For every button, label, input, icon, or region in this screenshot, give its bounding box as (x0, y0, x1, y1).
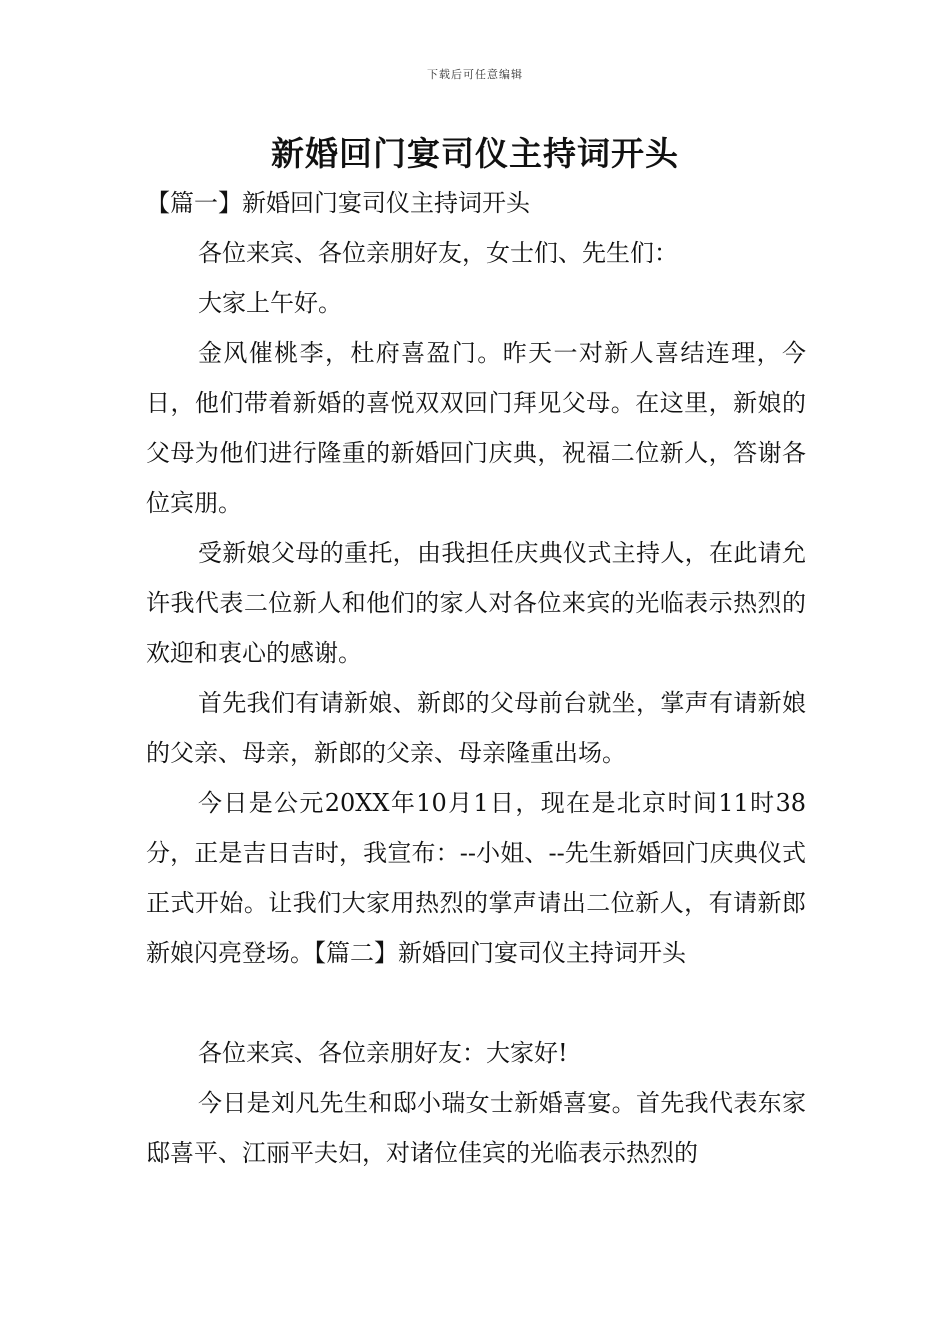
document-body (146, 178, 806, 1178)
paragraph: 大家上午好。 (198, 289, 342, 317)
paragraph: 今日是公元20XX年10月1日，现在是北京时间11时38分，正是吉日吉时，我宣布：--小姐、--先生新婚回门庆典仪式正式开始。让我们大家用热烈的掌声请出二位新人，有请新郎新娘闪亮登场。【篇二】新婚回门宴司仪主持词开头 (146, 789, 806, 967)
paragraph: 首先我们有请新娘、新郎的父母前台就坐，掌声有请新娘的父亲、母亲，新郎的父亲、母亲隆重出场。 (146, 689, 806, 767)
paragraph: 今日是刘凡先生和邸小瑞女士新婚喜宴。首先我代表东家邸喜平、江丽平夫妇，对诸位佳宾的光临表示热烈的 (146, 1089, 806, 1167)
document-title: 新婚回门宴司仪主持词开头 (271, 134, 679, 173)
blank-line (146, 978, 806, 1028)
paragraph: 各位来宾、各位亲朋好友，女士们、先生们： (198, 239, 678, 267)
paragraph: 受新娘父母的重托，由我担任庆典仪式主持人，在此请允许我代表二位新人和他们的家人对各位来宾的光临表示热烈的欢迎和衷心的感谢。 (146, 539, 806, 667)
section-heading: 【篇一】新婚回门宴司仪主持词开头 (146, 189, 530, 217)
header-note: 下载后可任意编辑 (427, 68, 523, 81)
paragraph: 金风催桃李，杜府喜盈门。昨天一对新人喜结连理，今日，他们带着新婚的喜悦双双回门拜见父母。在这里，新娘的父母为他们进行隆重的新婚回门庆典，祝福二位新人，答谢各位宾朋。 (146, 339, 806, 517)
paragraph: 各位来宾、各位亲朋好友：大家好! (198, 1039, 568, 1067)
